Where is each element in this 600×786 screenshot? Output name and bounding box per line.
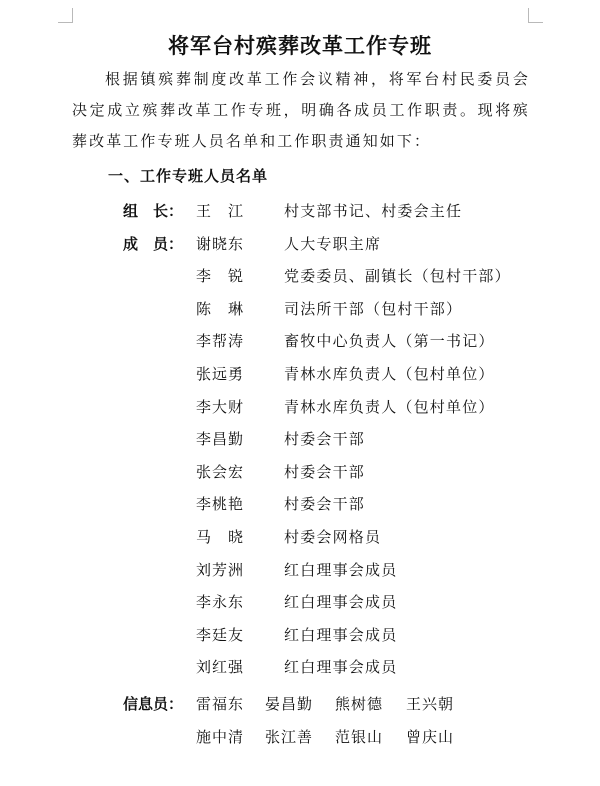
member-row: [0, 458, 600, 491]
member-duty: 青林水库负责人（包村单位）: [284, 364, 495, 383]
info-name: 施中清: [196, 727, 245, 746]
member-row: [0, 556, 600, 589]
member-name: 陈 琳: [196, 299, 245, 318]
member-name: 李帮涛: [196, 332, 245, 351]
staff-roster: [0, 197, 600, 686]
intro-paragraph: 根据镇殡葬制度改革工作会议精神，将军台村民委员会决定成立殡葬改革工作专班，明确各成员工作职责。现将殡葬改革工作专班人员名单和工作职责通知如下：: [72, 70, 530, 150]
member-name: 李大财: [196, 397, 245, 416]
member-name: 张会宏: [196, 462, 245, 481]
info-name: 曾庆山: [406, 727, 455, 746]
document-title: 将军台村殡葬改革工作专班: [168, 33, 432, 58]
member-duty: 红白理事会成员: [284, 625, 398, 644]
member-duty: 司法所干部（包村干部）: [284, 299, 463, 318]
member-row: [0, 327, 600, 360]
member-row: [0, 262, 600, 295]
member-name: 李桃艳: [196, 495, 245, 514]
member-duty: 村委会干部: [284, 430, 366, 449]
member-row: [0, 621, 600, 654]
member-duty: 党委委员、副镇长（包村干部）: [284, 267, 511, 286]
role-label: 信息员：: [123, 695, 184, 713]
member-row: [0, 588, 600, 621]
info-name: 王兴朝: [406, 695, 455, 713]
member-row: [0, 295, 600, 328]
member-duty: 村委会干部: [284, 462, 366, 481]
member-duty: 青林水库负责人（包村单位）: [284, 397, 495, 416]
member-row: [0, 653, 600, 686]
member-name: 王 江: [196, 202, 245, 220]
member-name: 李廷友: [196, 625, 245, 644]
member-duty: 畜牧中心负责人（第一书记）: [284, 332, 495, 351]
role-label: 成 员：: [123, 234, 184, 253]
member-name: 刘红强: [196, 658, 245, 677]
info-row: [0, 690, 600, 723]
info-name: 晏昌勤: [265, 695, 314, 713]
info-row: [0, 723, 600, 756]
member-row: [0, 360, 600, 393]
member-duty: 红白理事会成员: [284, 658, 398, 677]
leader-row: [0, 197, 600, 230]
info-name: 范银山: [335, 727, 384, 746]
member-duty: 村委会干部: [284, 495, 366, 514]
page-corner-mark-right: [528, 8, 543, 23]
role-label: 组 长：: [123, 202, 184, 220]
member-name: 马 晓: [196, 527, 245, 546]
member-name: 李永东: [196, 593, 245, 612]
member-duty: 村委会网格员: [284, 527, 382, 546]
member-name: 刘芳洲: [196, 560, 245, 579]
member-duty: 红白理事会成员: [284, 593, 398, 612]
member-duty: 村支部书记、村委会主任: [284, 202, 463, 220]
member-row: [0, 425, 600, 458]
member-duty: 人大专职主席: [284, 234, 382, 253]
info-name: 张江善: [265, 727, 314, 746]
member-name: 李昌勤: [196, 430, 245, 449]
member-row: [0, 523, 600, 556]
member-row: [0, 230, 600, 263]
member-duty: 红白理事会成员: [284, 560, 398, 579]
member-name: 谢晓东: [196, 234, 245, 253]
member-row: [0, 393, 600, 426]
member-name: 张远勇: [196, 364, 245, 383]
page-corner-mark-left: [58, 8, 73, 23]
info-name: 雷福东: [196, 695, 245, 713]
info-name: 熊树德: [335, 695, 384, 713]
member-row: [0, 490, 600, 523]
info-officers: [0, 690, 600, 755]
section-heading: 一、工作专班人员名单: [108, 167, 269, 185]
member-name: 李 锐: [196, 267, 245, 286]
